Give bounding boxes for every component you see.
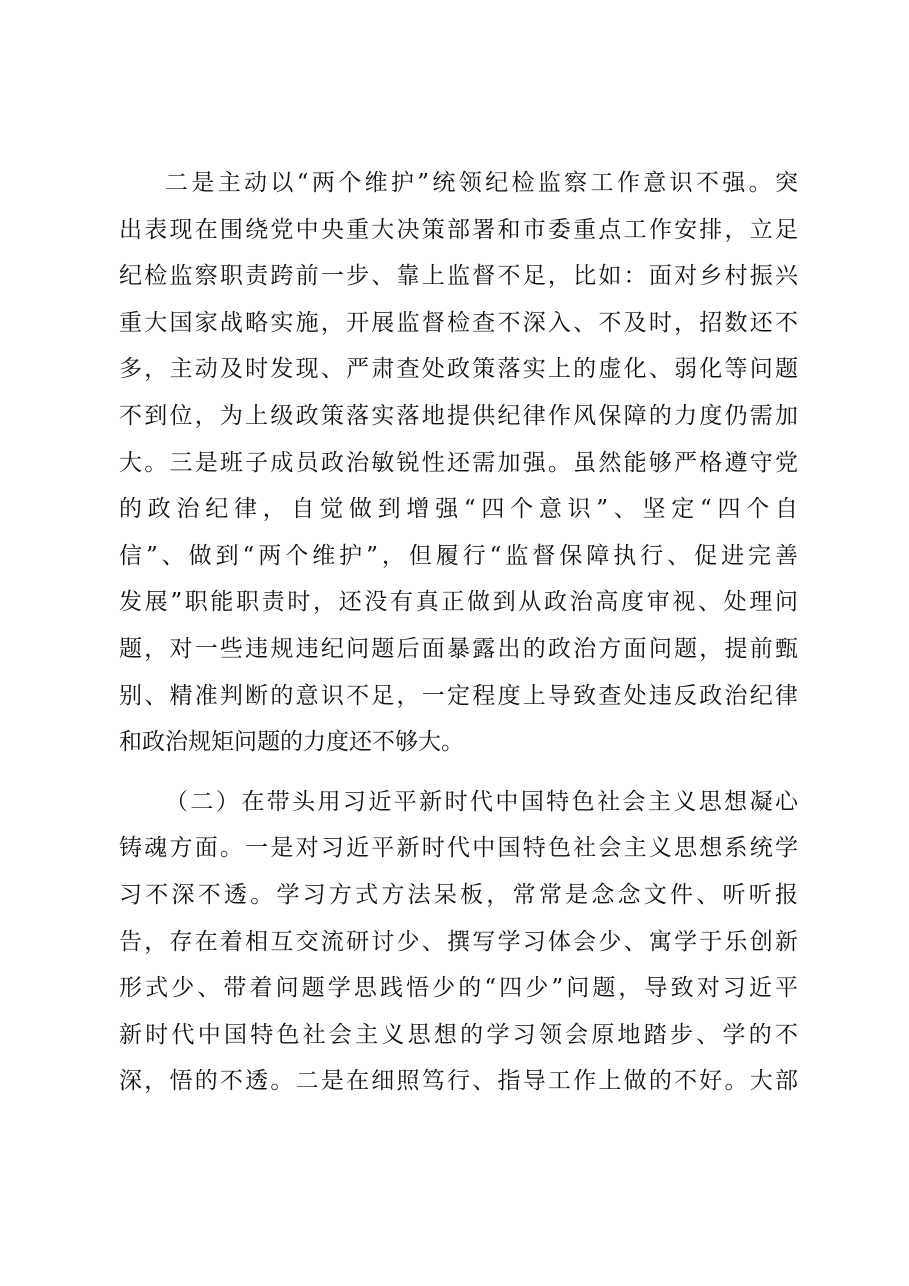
paragraph-line: （二）在带头用习近平新时代中国特色社会主义思想凝心 — [165, 788, 798, 815]
paragraph-line: 发展”职能职责时，还没有真正做到从政治高度审视、处理问 — [119, 589, 798, 616]
paragraph-line: 深，悟的不透。二是在细照笃行、指导工作上做的不好。大部 — [119, 1068, 798, 1095]
paragraph-line: 形式少、带着问题学思践悟少的“四少”问题，导致对习近平 — [119, 975, 798, 1002]
paragraph-line: 不到位，为上级政策落实落地提供纪律作风保障的力度仍需加 — [119, 402, 798, 429]
paragraph-line: 出表现在围绕党中央重大决策部署和市委重点工作安排，立足 — [119, 216, 798, 243]
paragraph-line: 二是主动以“两个维护”统领纪检监察工作意识不强。突 — [165, 170, 798, 196]
paragraph-line: 的政治纪律，自觉做到增强“四个意识”、坚定“四个自 — [119, 496, 798, 523]
paragraph-line: 铸魂方面。一是对习近平新时代中国特色社会主义思想系统学 — [119, 835, 798, 862]
paragraph-line: 告，存在着相互交流研讨少、撰写学习体会少、寓学于乐创新 — [119, 928, 798, 955]
paragraph-line: 新时代中国特色社会主义思想的学习领会原地踏步、学的不 — [119, 1021, 798, 1048]
paragraph-political-awareness — [119, 160, 798, 766]
paragraph-spacer — [119, 766, 798, 779]
paragraph-study-thought — [119, 779, 798, 1105]
paragraph-line: 大。三是班子成员政治敏锐性还需加强。虽然能够严格遵守党 — [119, 449, 798, 476]
paragraph-line: 别、精准判断的意识不足，一定程度上导致查处违反政治纪律 — [119, 682, 798, 709]
paragraph-line: 和政治规矩问题的力度还不够大。 — [119, 729, 464, 756]
paragraph-line: 题，对一些违规违纪问题后面暴露出的政治方面问题，提前甄 — [119, 635, 798, 662]
paragraph-line: 纪检监察职责跨前一步、靠上监督不足，比如：面对乡村振兴 — [119, 263, 798, 290]
paragraph-line: 多，主动及时发现、严肃查处政策落实上的虚化、弱化等问题 — [119, 356, 798, 383]
document-body — [119, 160, 798, 1105]
paragraph-line: 习不深不透。学习方式方法呆板，常常是念念文件、听听报 — [119, 881, 798, 908]
paragraph-line: 重大国家战略实施，开展监督检查不深入、不及时，招数还不 — [119, 309, 798, 336]
paragraph-line: 信”、做到“两个维护”，但履行“监督保障执行、促进完善 — [119, 542, 798, 569]
